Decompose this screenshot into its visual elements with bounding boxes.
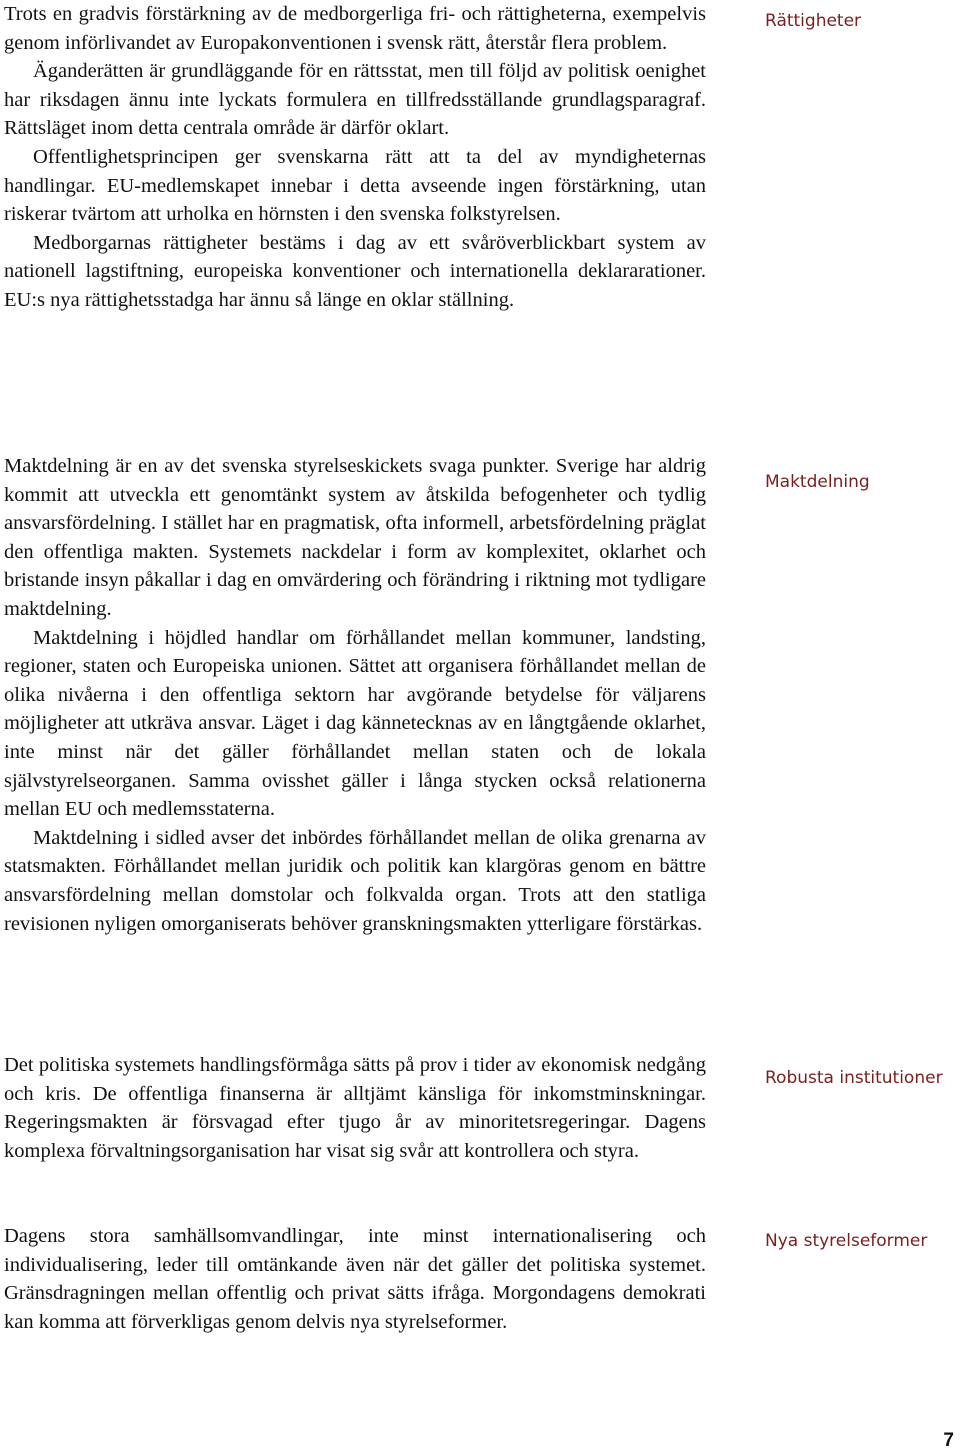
margin-heading: Robusta institutioner [765,1068,943,1088]
section-body [4,1051,706,1165]
paragraph: Trots en gradvis förstärkning av de medborgerliga fri- och rättigheterna, exempelvis genom införlivandet av Europakonventionen i svensk rätt, återstår flera problem. [4,3,706,54]
paragraph: Maktdelning är en av det svenska styrelseskickets svaga punkter. Sverige har aldrig kommit att utveckla ett genomtänkt system av åtskilda befogenheter och tydlig ansvarsfördelning. I stället har en pragmatisk, ofta informell, arbetsfördelning präglat den offentliga makten. Systemets nackdelar i form av komplexitet, oklarhet och bristande insyn påkallar i dag en omvärdering och förändring i riktning mot tydligare maktdelning. [4,455,706,620]
section-body [4,452,706,938]
margin-heading: Maktdelning [765,472,870,492]
paragraph: Offentlighetsprincipen ger svenskarna rätt att ta del av myndigheternas handlingar. EU-medlemskapet innebar i detta avseende ingen förstärkning, utan riskerar tvärtom att urholka en hörnsten i den svenska folkstyrelsen. [4,145,706,226]
paragraph: Dagens stora samhällsomvandlingar, inte minst internationalisering och individualisering, leder till omtänkande även när det gäller det politiska systemet. Gränsdragningen mellan offentlig och privat sätts ifråga. Morgondagens demokrati kan komma att förverkligas genom delvis nya styrelseformer. [4,1225,706,1333]
margin-heading: Rättigheter [765,11,862,31]
paragraph: Det politiska systemets handlingsförmåga sätts på prov i tider av ekonomisk nedgång och kris. De offentliga finanserna är alltjämt känsliga för inkomstminskningar. Regeringsmakten är försvagad efter tjugo år av minoritetsregeringar. Dagens komplexa förvaltningsorganisation har visat sig svår att kontrollera och styra. [4,1054,706,1162]
page-number: 7 [943,1430,954,1451]
paragraph: Medborgarnas rättigheter bestäms i dag av ett svåröverblickbart system av nationell lagstiftning, europeiska konventioner och internationella deklararationer. EU:s nya rättighetsstadga har ännu så länge en oklar ställning. [4,231,706,311]
section-body [4,1222,706,1336]
paragraph: Äganderätten är grundläggande för en rättsstat, men till följd av politisk oenighet har riksdagen ännu inte lyckats formulera en tillfredsställande grundlagsparagraf. Rättsläget inom detta centrala område är därför oklart. [4,60,706,140]
section-body [4,0,706,315]
margin-heading: Nya styrelseformer [765,1231,928,1251]
paragraph: Maktdelning i höjdled handlar om förhållandet mellan kommuner, landsting, regioner, staten och Europeiska unionen. Sättet att organisera förhållandet mellan de olika nivåerna i den offentliga sektorn har avgörande betydelse för väljarens möjligheter att utkräva ansvar. Läget i dag kännetecknas av en långtgående oklarhet, inte minst när det gäller förhållandet mellan staten och de lokala självstyrelseorganen. Samma ovisshet gäller i långa stycken också relationerna mellan EU och medlemsstaterna. [4,626,706,821]
paragraph: Maktdelning i sidled avser det inbördes förhållandet mellan de olika grenarna av statsmakten. Förhållandet mellan juridik och politik kan klargöras genom en bättre ansvarsfördelning mellan domstolar och folkvalda organ. Trots att den statliga revisionen nyligen omorganiserats behöver granskningsmakten ytterligare förstärkas. [4,826,706,935]
